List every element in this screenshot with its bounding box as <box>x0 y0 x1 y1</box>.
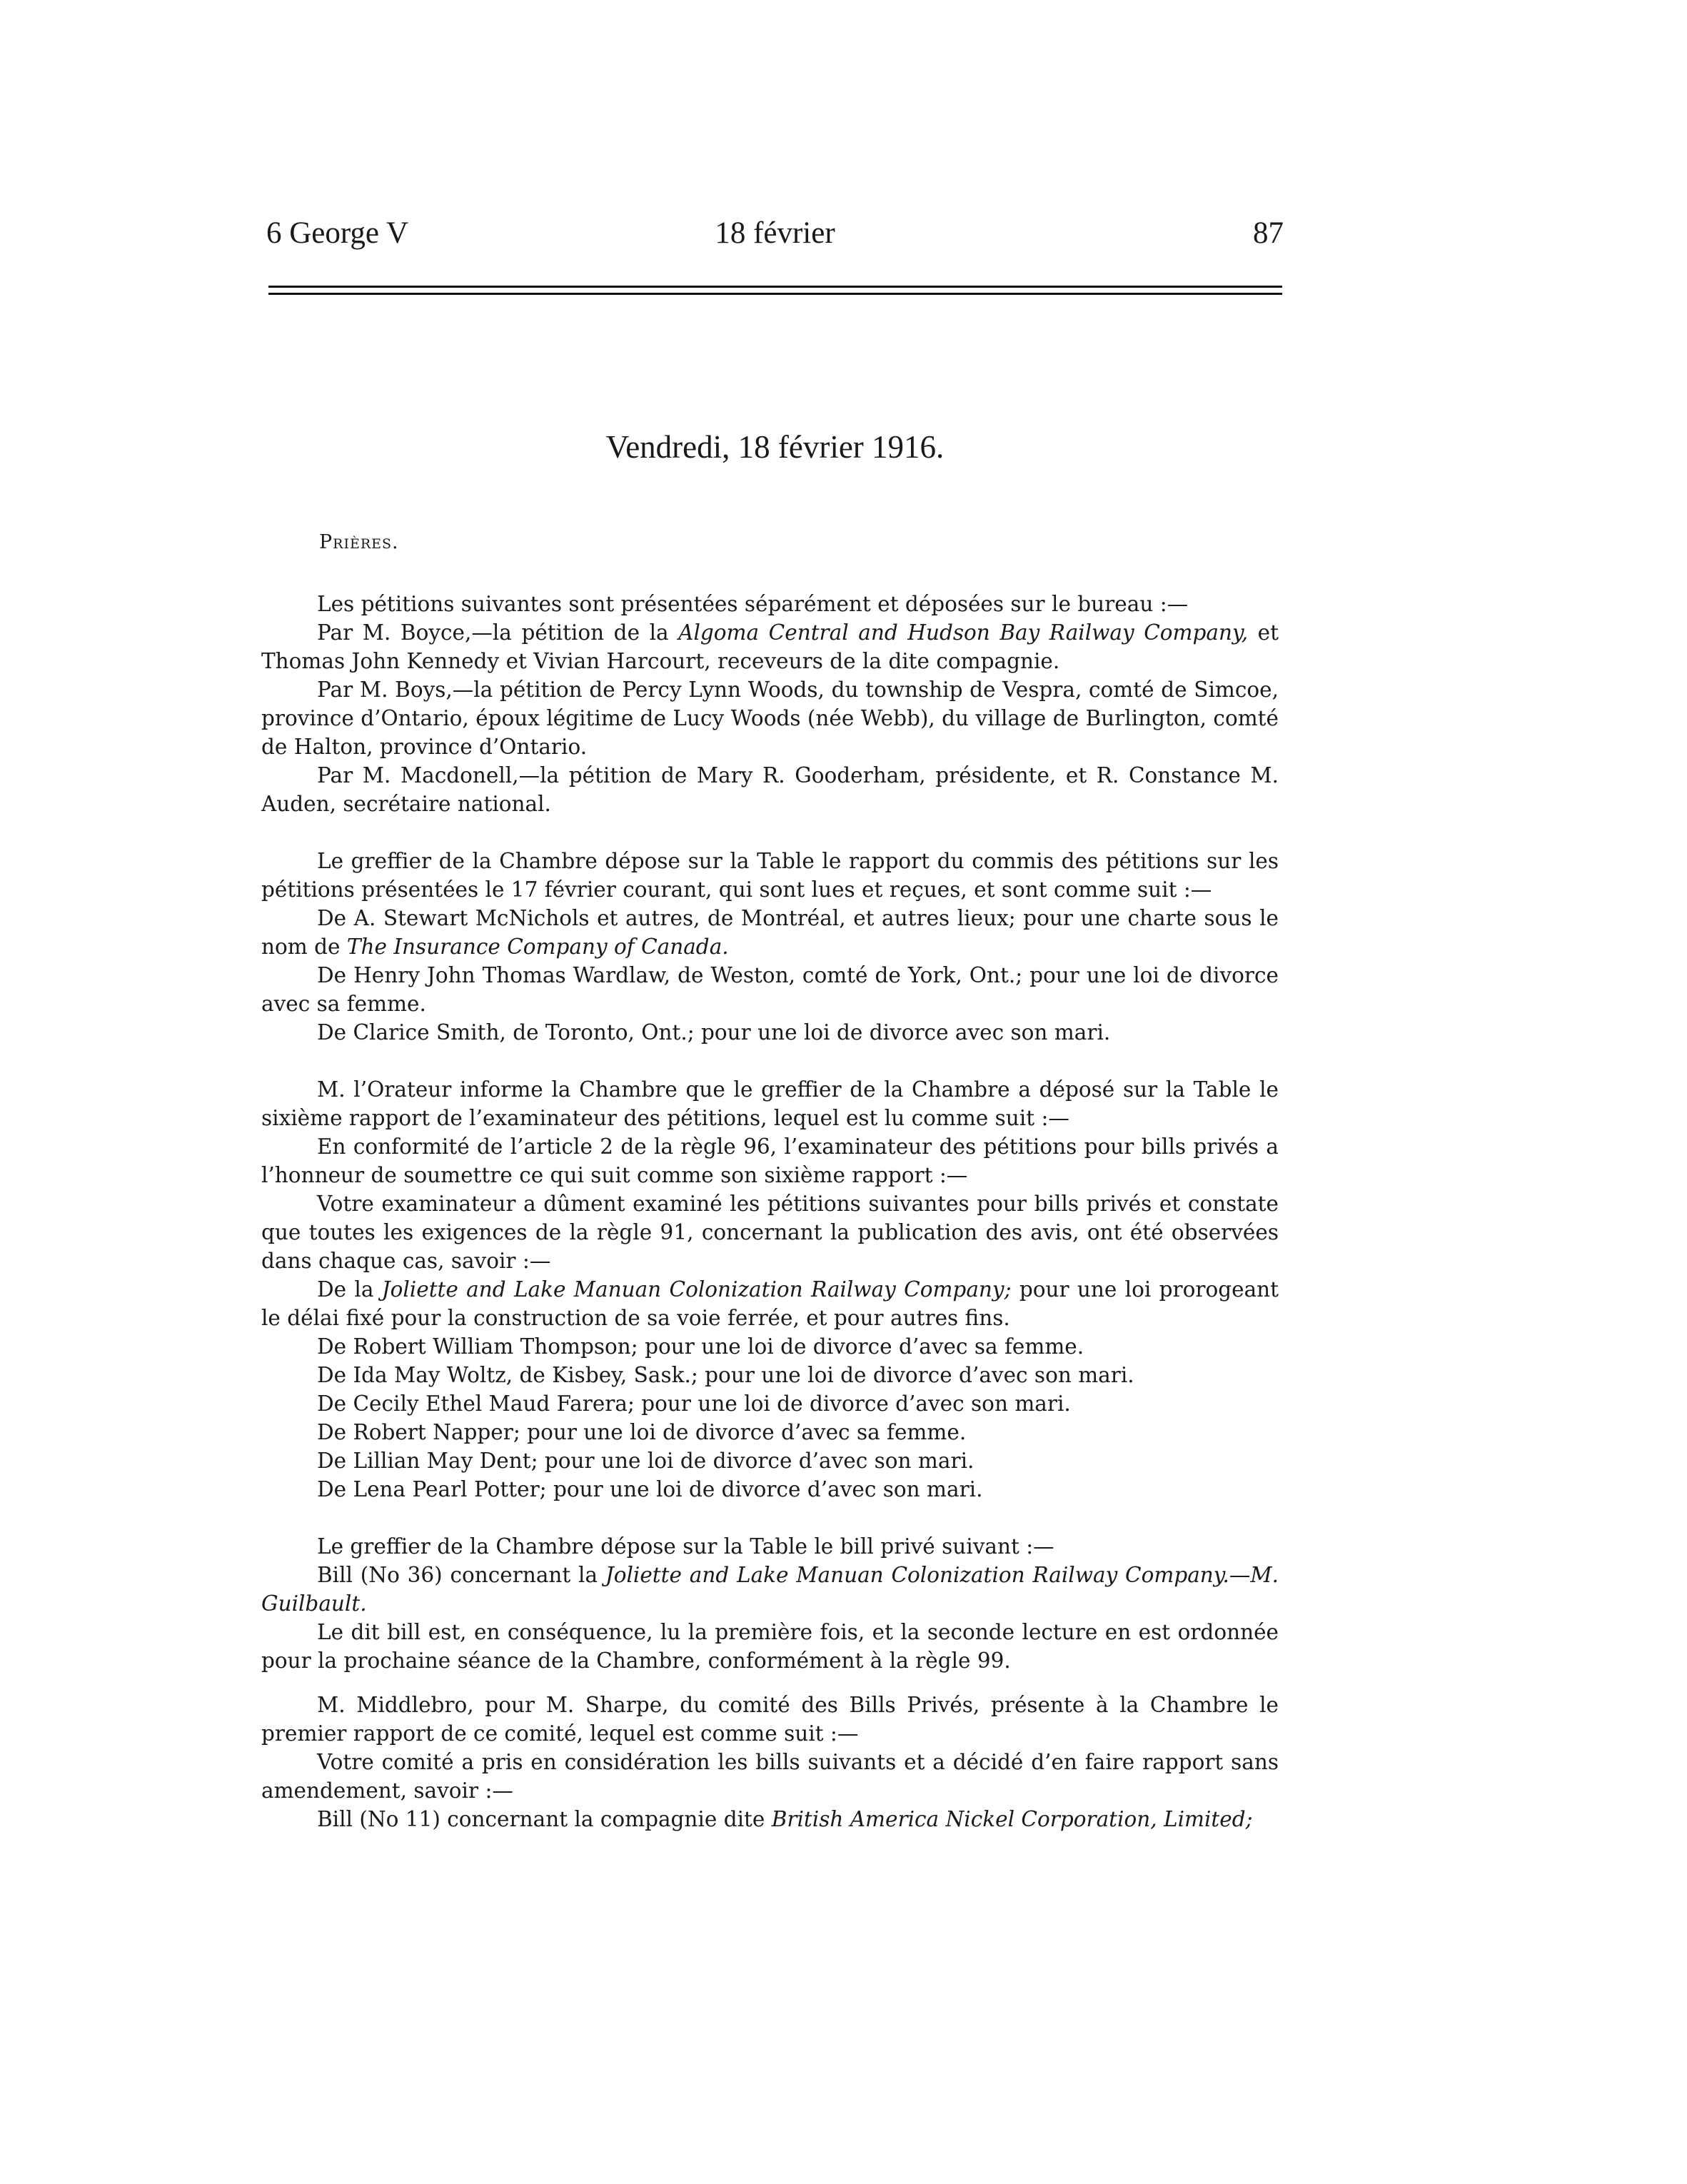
paragraph: Le dit bill est, en conséquence, lu la première fois, et la seconde lecture en est ordonnée pour la prochaine séance de la Chambre, conformément à la règle 99. <box>261 1620 1279 1673</box>
paragraph: De Henry John Thomas Wardlaw, de Weston, comté de York, Ont.; pour une loi de divorce avec sa femme. <box>261 963 1279 1016</box>
sitting-date-title: Vendredi, 18 février 1916. <box>605 429 945 465</box>
header-rule-bottom <box>268 293 1282 295</box>
page-number: 87 <box>1253 216 1284 250</box>
paragraph: De A. Stewart McNichols et autres, de Montréal, et autres lieux; pour une charte sous le nom de The Insurance Company of Canada. <box>261 906 1279 959</box>
paragraph: De Robert Napper; pour une loi de divorce d’avec sa femme. <box>317 1420 967 1444</box>
paragraph: De Clarice Smith, de Toronto, Ont.; pour une loi de divorce avec son mari. <box>317 1020 1111 1045</box>
paragraph: Les pétitions suivantes sont présentées séparément et déposées sur le bureau :— <box>317 592 1189 616</box>
paragraph: Bill (No 36) concernant la Joliette and Lake Manuan Colonization Railway Company.—M. Guilbault. <box>261 1563 1279 1616</box>
paragraph: Le greffier de la Chambre dépose sur la Table le rapport du commis des pétitions sur les pétitions présentées le 17 février courant, qui sont lues et reçues, et sont comme suit :— <box>261 849 1279 902</box>
paragraph: Le greffier de la Chambre dépose sur la Table le bill privé suivant :— <box>317 1534 1054 1559</box>
paragraph: De Ida May Woltz, de Kisbey, Sask.; pour une loi de divorce d’avec son mari. <box>317 1363 1134 1387</box>
paragraph: De Lillian May Dent; pour une loi de divorce d’avec son mari. <box>317 1449 975 1473</box>
header-rule-top <box>268 286 1282 288</box>
regnal-year: 6 George V <box>266 216 409 250</box>
paragraph: Bill (No 11) concernant la compagnie dite British America Nickel Corporation, Limited; <box>317 1807 1253 1831</box>
paragraph: De Lena Pearl Potter; pour une loi de divorce d’avec son mari. <box>317 1477 983 1501</box>
paragraph: Votre comité a pris en considération les bills suivants et a décidé d’en faire rapport sans amendement, savoir :— <box>261 1750 1279 1803</box>
paragraph: Par M. Boyce,—la pétition de la Algoma Central and Hudson Bay Railway Company, et Thomas John Kennedy et Vivian Harcourt, receveurs de la dite compagnie. <box>261 620 1279 673</box>
paragraph: De Robert William Thompson; pour une loi de divorce d’avec sa femme. <box>317 1334 1084 1359</box>
paragraph: M. Middlebro, pour M. Sharpe, du comité des Bills Privés, présente à la Chambre le premier rapport de ce comité, lequel est comme suit :— <box>261 1693 1279 1746</box>
running-header <box>266 207 1284 264</box>
paragraph: En conformité de l’article 2 de la règle 96, l’examinateur des pétitions pour bills privés a l’honneur de soumettre ce qui suit comme son sixième rapport :— <box>261 1134 1279 1187</box>
header-date: 18 février <box>715 216 835 250</box>
paragraph: Votre examinateur a dûment examiné les pétitions suivantes pour bills privés et constate que toutes les exigences de la règle 91, concernant la publication des avis, ont été observées dans chaque cas, savoir :— <box>261 1192 1279 1273</box>
paragraph: De la Joliette and Lake Manuan Colonization Railway Company; pour une loi prorogeant le délai fixé pour la construction de sa voie ferrée, et pour autres fins. <box>261 1277 1279 1330</box>
paragraph: Par M. Macdonell,—la pétition de Mary R. Gooderham, présidente, et R. Constance M. Auden, secrétaire national. <box>261 763 1279 816</box>
prayers-heading: Prières. <box>319 531 399 553</box>
paragraph: Par M. Boys,—la pétition de Percy Lynn Woods, du township de Vespra, comté de Simcoe, province d’Ontario, époux légitime de Lucy Woods (née Webb), du village de Burlington, comté de Halton, province d’Ontario. <box>261 678 1279 759</box>
journal-body <box>261 528 1279 1833</box>
paragraph: De Cecily Ethel Maud Farera; pour une loi de divorce d’avec son mari. <box>317 1392 1071 1416</box>
paragraph: M. l’Orateur informe la Chambre que le greffier de la Chambre a déposé sur la Table le sixième rapport de l’examinateur des pétitions, lequel est lu comme suit :— <box>261 1077 1279 1130</box>
